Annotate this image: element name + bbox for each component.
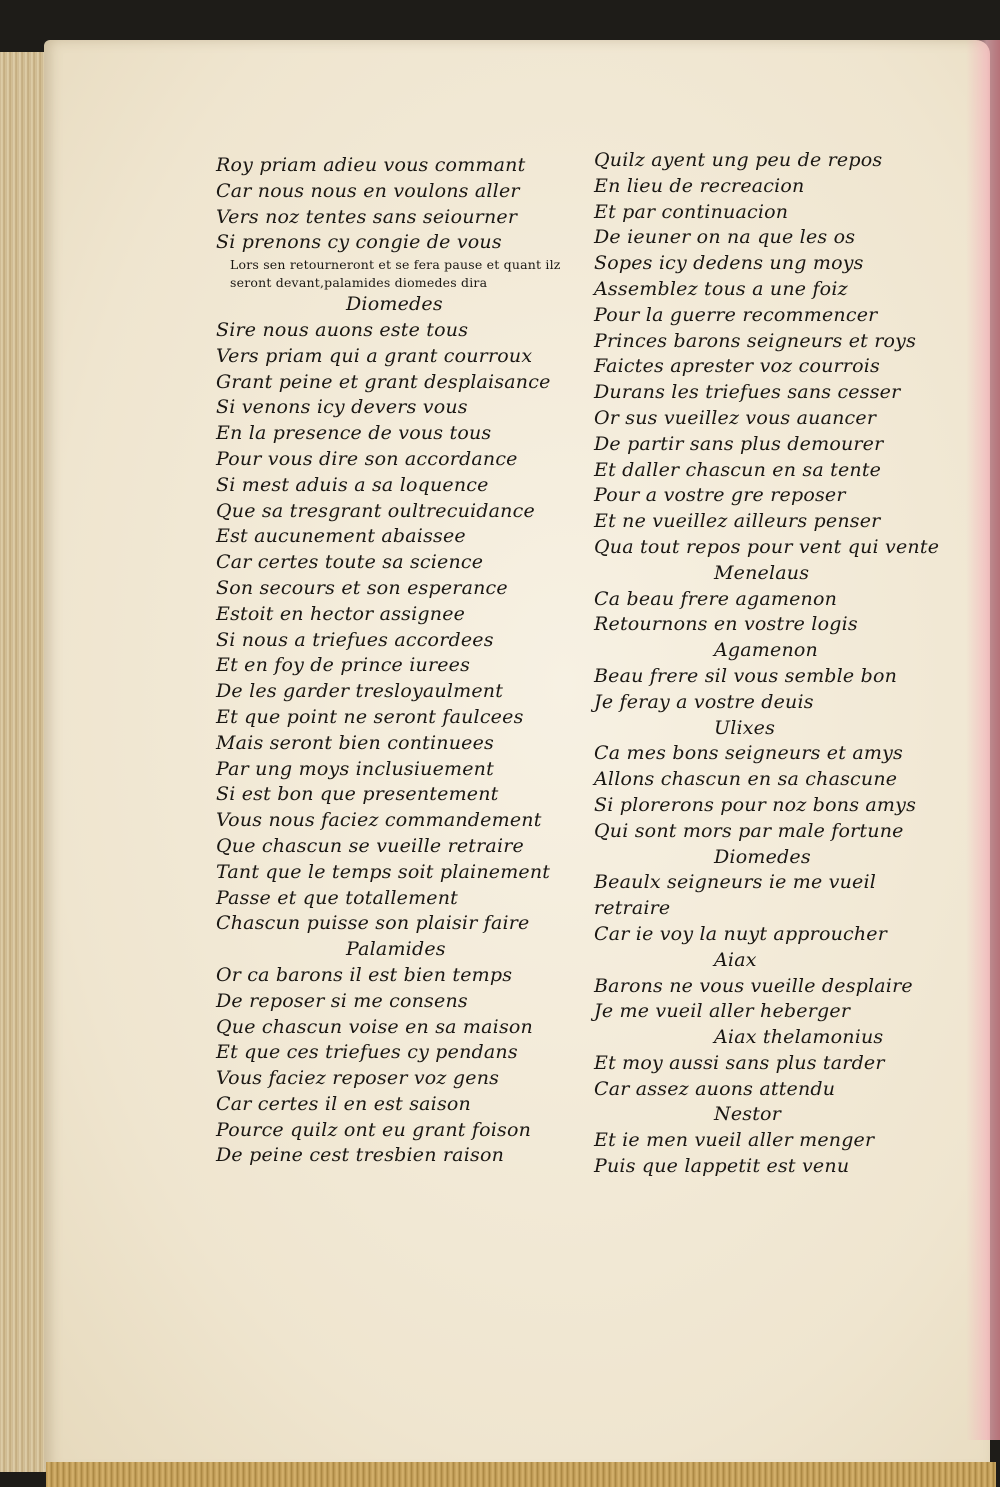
verse-line: Ca beau frere agamenon bbox=[594, 587, 838, 610]
verse-line: Vers noz tentes sans seiourner bbox=[216, 205, 518, 228]
verse-line: Allons chascun en sa chascune bbox=[594, 768, 898, 791]
speaker-name: Ulixes bbox=[714, 716, 776, 739]
gilt-bottom-edge bbox=[46, 1462, 996, 1487]
verse-line: Je me vueil aller heberger bbox=[594, 1000, 851, 1023]
verse-line: De peine cest tresbien raison bbox=[216, 1144, 505, 1167]
verse-line: Princes barons seigneurs et roys bbox=[594, 329, 917, 352]
verse-line: Pource quilz ont eu grant foison bbox=[216, 1118, 532, 1141]
speaker-name: Aiax thelamonius bbox=[714, 1026, 884, 1049]
verse-line: Si venons icy devers vous bbox=[216, 396, 468, 419]
verse-line: Si prenons cy congie de vous bbox=[216, 231, 502, 254]
verse-line: Qui sont mors par male fortune bbox=[594, 819, 904, 842]
verse-line: Que sa tresgrant oultrecuidance bbox=[216, 499, 535, 522]
verse-line: retraire bbox=[594, 897, 671, 920]
speaker-name: Aiax bbox=[714, 948, 757, 971]
verse-line: Car assez auons attendu bbox=[594, 1077, 836, 1100]
verse-line: En la presence de vous tous bbox=[216, 422, 492, 445]
speaker-name: Menelaus bbox=[714, 561, 810, 584]
verse-line: Et que point ne seront faulcees bbox=[216, 705, 524, 728]
verse-line: Je feray a vostre deuis bbox=[594, 690, 814, 713]
verse-line: Vous faciez reposer voz gens bbox=[216, 1067, 500, 1090]
verse-line: Et moy aussi sans plus tarder bbox=[594, 1051, 885, 1074]
verse-line: Or ca barons il est bien temps bbox=[216, 963, 513, 986]
verse-line: Roy priam adieu vous commant bbox=[216, 154, 526, 176]
verse-line: Assemblez tous a une foiz bbox=[594, 277, 848, 300]
verse-line: Si nous a triefues accordees bbox=[216, 628, 494, 651]
verse-line: Par ung moys inclusiuement bbox=[216, 757, 494, 780]
verse-line: Vers priam qui a grant courroux bbox=[216, 344, 533, 367]
verse-line: Tant que le temps soit plainement bbox=[216, 860, 551, 883]
verse-line: Qua tout repos pour vent qui vente bbox=[594, 535, 940, 558]
verse-line: Car nous nous en voulons aller bbox=[216, 179, 520, 202]
verse-line: Si mest aduis a sa loquence bbox=[216, 473, 489, 496]
verse-line: Et ie men vueil aller menger bbox=[594, 1129, 875, 1152]
verse-line: Ca mes bons seigneurs et amys bbox=[594, 742, 903, 765]
verse-line: Quilz ayent ung peu de repos bbox=[594, 149, 883, 171]
verse-line: Car ie voy la nuyt approucher bbox=[594, 922, 888, 945]
verse-line: Est aucunement abaissee bbox=[216, 525, 466, 548]
verse-line: Durans les triefues sans cesser bbox=[594, 381, 901, 404]
verse-line: Car certes il en est saison bbox=[216, 1092, 471, 1115]
verse-line: En lieu de recreacion bbox=[594, 174, 805, 197]
verse-line: Si est bon que presentement bbox=[216, 783, 499, 806]
verse-line: Et daller chascun en sa tente bbox=[594, 458, 882, 481]
verse-line: Et en foy de prince iurees bbox=[216, 654, 471, 677]
left-text-column bbox=[216, 153, 576, 1169]
speaker-name: Diomedes bbox=[346, 293, 443, 316]
verse-line: Chascun puisse son plaisir faire bbox=[216, 912, 530, 935]
verse-line: Mais seront bien continuees bbox=[216, 731, 494, 754]
speaker-name: Nestor bbox=[714, 1103, 781, 1126]
verse-line: Que chascun voise en sa maison bbox=[216, 1015, 533, 1038]
verse-line: De les garder tresloyaulment bbox=[216, 680, 504, 703]
verse-line: De ieuner on na que les os bbox=[594, 226, 856, 249]
right-text-column bbox=[594, 148, 974, 1180]
verse-line: Et par continuacion bbox=[594, 200, 789, 223]
verse-line: Grant peine et grant desplaisance bbox=[216, 370, 551, 393]
verse-line: Sire nous auons este tous bbox=[216, 318, 469, 341]
stage-direction: seront devant,palamides diomedes dira bbox=[230, 275, 488, 291]
verse-line: Retournons en vostre logis bbox=[594, 613, 858, 636]
speaker-name: Agamenon bbox=[714, 639, 818, 662]
speaker-name: Diomedes bbox=[714, 845, 811, 868]
verse-line: Passe et que totallement bbox=[216, 886, 459, 909]
verse-line: De partir sans plus demourer bbox=[594, 432, 884, 455]
book-fore-edge bbox=[0, 52, 47, 1472]
verse-line: Faictes aprester voz courrois bbox=[594, 355, 880, 378]
verse-line: Car certes toute sa science bbox=[216, 551, 484, 574]
verse-line: Barons ne vous vueille desplaire bbox=[594, 974, 913, 997]
verse-line: Beau frere sil vous semble bon bbox=[594, 664, 898, 687]
verse-line: Sopes icy dedens ung moys bbox=[594, 252, 864, 275]
verse-line: Si plorerons pour noz bons amys bbox=[594, 793, 917, 816]
verse-line: Puis que lappetit est venu bbox=[594, 1155, 850, 1178]
verse-line: Pour vous dire son accordance bbox=[216, 447, 518, 470]
verse-line: Vous nous faciez commandement bbox=[216, 809, 542, 832]
verse-line: Estoit en hector assignee bbox=[216, 602, 466, 625]
verse-line: Or sus vueillez vous auancer bbox=[594, 406, 877, 429]
verse-line: Et que ces triefues cy pendans bbox=[216, 1041, 518, 1064]
verse-line: De reposer si me consens bbox=[216, 989, 468, 1012]
verse-line: Pour a vostre gre reposer bbox=[594, 484, 846, 507]
speaker-name: Palamides bbox=[346, 938, 446, 961]
verse-line: Pour la guerre recommencer bbox=[594, 303, 878, 326]
stage-direction: Lors sen retourneront et se fera pause et quant ilz bbox=[230, 257, 561, 273]
verse-line: Que chascun se vueille retraire bbox=[216, 834, 524, 857]
verse-line: Son secours et son esperance bbox=[216, 576, 508, 599]
verse-line: Beaulx seigneurs ie me vueil bbox=[594, 871, 877, 894]
verse-line: Et ne vueillez ailleurs penser bbox=[594, 510, 881, 533]
